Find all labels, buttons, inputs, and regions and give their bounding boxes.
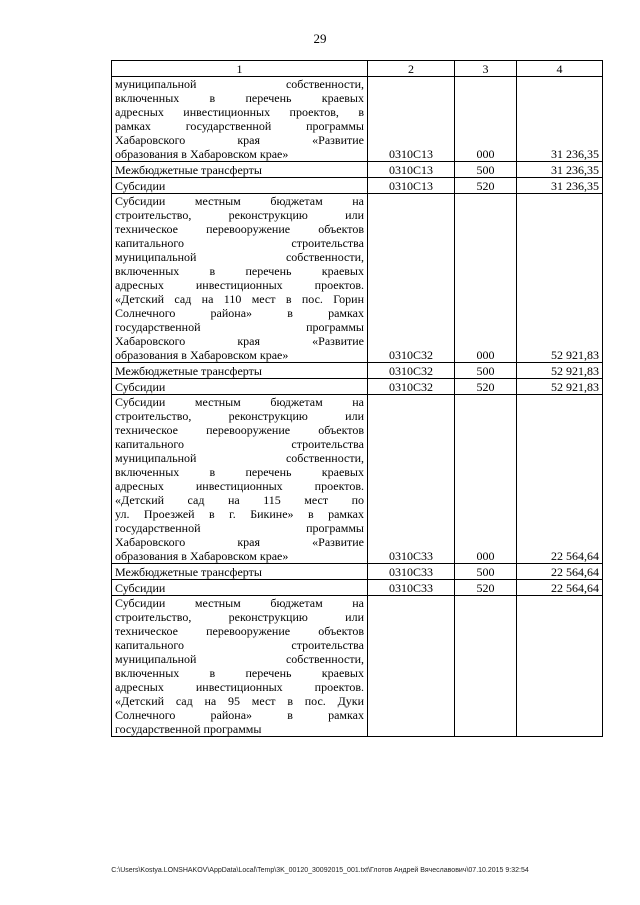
description-line: муниципальной собственности, xyxy=(115,77,364,91)
description-line: капитального строительства xyxy=(115,638,364,652)
table-row xyxy=(112,363,603,379)
row-target-code: 0310С32 xyxy=(368,379,455,395)
description-line: включенных в перечень краевых xyxy=(115,264,364,278)
column-header-2: 2 xyxy=(368,61,455,77)
row-description xyxy=(112,596,368,737)
description-line: муниципальной собственности, xyxy=(115,451,364,465)
row-target-code: 0310С13 xyxy=(368,77,455,162)
description-line: Хабаровского края «Развитие xyxy=(115,535,364,549)
row-expense-type: 500 xyxy=(455,564,517,580)
row-target-code: 0310С32 xyxy=(368,194,455,363)
row-expense-type: 520 xyxy=(455,379,517,395)
row-description: Субсидии xyxy=(112,580,368,596)
description-line: образования в Хабаровском крае» xyxy=(115,549,289,563)
description-line: капитального строительства xyxy=(115,437,364,451)
budget-table xyxy=(111,60,603,737)
description-line: строительство, реконструкцию или xyxy=(115,208,364,222)
table-row xyxy=(112,395,603,564)
table-row xyxy=(112,580,603,596)
row-target-code: 0310С32 xyxy=(368,363,455,379)
row-description: Субсидии xyxy=(112,379,368,395)
row-description: Межбюджетные трансферты xyxy=(112,363,368,379)
row-expense-type: 000 xyxy=(455,194,517,363)
row-expense-type: 000 xyxy=(455,395,517,564)
table-row xyxy=(112,162,603,178)
description-line: техническое перевооружение объектов xyxy=(115,423,364,437)
description-line: адресных инвестиционных проектов, в xyxy=(115,105,364,119)
table-header-row xyxy=(112,61,603,77)
table-body xyxy=(112,77,603,737)
row-expense-type: 000 xyxy=(455,77,517,162)
table-row xyxy=(112,596,603,737)
column-header-1: 1 xyxy=(112,61,368,77)
description-line: Субсидии местным бюджетам на xyxy=(115,395,364,409)
row-expense-type xyxy=(455,596,517,737)
footer-file-path: C:\Users\Kostya.LONSHAKOV\AppData\Local\Temp\3K_00120_30092015_001.txt\Глотов Андрей Вячеславович\07.10.2015 9:32:54 xyxy=(111,867,529,874)
row-description: Субсидии xyxy=(112,178,368,194)
column-header-4: 4 xyxy=(517,61,603,77)
description-line: строительство, реконструкцию или xyxy=(115,610,364,624)
description-line: ул. Проезжей в г. Бикине» в рамках xyxy=(115,507,364,521)
page-number: 29 xyxy=(313,31,327,46)
description-line: «Детский сад на 115 мест по xyxy=(115,493,364,507)
description-line: включенных в перечень краевых xyxy=(115,666,364,680)
table-row xyxy=(112,77,603,162)
row-amount: 31 236,35 xyxy=(517,77,603,162)
description-line: адресных инвестиционных проектов. xyxy=(115,278,364,292)
table-row xyxy=(112,379,603,395)
row-target-code: 0310С13 xyxy=(368,162,455,178)
column-header-3: 3 xyxy=(455,61,517,77)
description-line: техническое перевооружение объектов xyxy=(115,222,364,236)
row-amount: 31 236,35 xyxy=(517,178,603,194)
row-amount: 52 921,83 xyxy=(517,379,603,395)
row-expense-type: 520 xyxy=(455,178,517,194)
row-description xyxy=(112,395,368,564)
description-line: «Детский сад на 95 мест в пос. Дуки xyxy=(115,694,364,708)
row-description: Межбюджетные трансферты xyxy=(112,564,368,580)
row-target-code xyxy=(368,596,455,737)
row-target-code: 0310С33 xyxy=(368,580,455,596)
row-expense-type: 520 xyxy=(455,580,517,596)
description-line: включенных в перечень краевых xyxy=(115,465,364,479)
description-line: государственной программы xyxy=(115,521,364,535)
row-expense-type: 500 xyxy=(455,363,517,379)
row-amount: 22 564,64 xyxy=(517,395,603,564)
description-line: Солнечного района» в рамках xyxy=(115,708,364,722)
description-line: государственной программы xyxy=(115,722,262,736)
description-line: рамках государственной программы xyxy=(115,119,364,133)
row-amount xyxy=(517,596,603,737)
description-line: муниципальной собственности, xyxy=(115,652,364,666)
row-amount: 52 921,83 xyxy=(517,363,603,379)
row-target-code: 0310С33 xyxy=(368,395,455,564)
row-amount: 22 564,64 xyxy=(517,580,603,596)
description-line: образования в Хабаровском крае» xyxy=(115,147,289,161)
description-line: государственной программы xyxy=(115,320,364,334)
description-line: Хабаровского края «Развитие xyxy=(115,133,364,147)
description-line: строительство, реконструкцию или xyxy=(115,409,364,423)
row-description: Межбюджетные трансферты xyxy=(112,162,368,178)
row-amount: 31 236,35 xyxy=(517,162,603,178)
description-line: капитального строительства xyxy=(115,236,364,250)
description-line: образования в Хабаровском крае» xyxy=(115,348,289,362)
description-line: муниципальной собственности, xyxy=(115,250,364,264)
description-line: адресных инвестиционных проектов. xyxy=(115,680,364,694)
row-target-code: 0310С13 xyxy=(368,178,455,194)
row-expense-type: 500 xyxy=(455,162,517,178)
row-amount: 52 921,83 xyxy=(517,194,603,363)
description-line: техническое перевооружение объектов xyxy=(115,624,364,638)
row-amount: 22 564,64 xyxy=(517,564,603,580)
description-line: Субсидии местным бюджетам на xyxy=(115,596,364,610)
table-row xyxy=(112,194,603,363)
row-description xyxy=(112,194,368,363)
description-line: «Детский сад на 110 мест в пос. Горин xyxy=(115,292,364,306)
row-description xyxy=(112,77,368,162)
description-line: Субсидии местным бюджетам на xyxy=(115,194,364,208)
description-line: включенных в перечень краевых xyxy=(115,91,364,105)
table-row xyxy=(112,564,603,580)
row-target-code: 0310С33 xyxy=(368,564,455,580)
table-row xyxy=(112,178,603,194)
description-line: Солнечного района» в рамках xyxy=(115,306,364,320)
description-line: адресных инвестиционных проектов. xyxy=(115,479,364,493)
description-line: Хабаровского края «Развитие xyxy=(115,334,364,348)
